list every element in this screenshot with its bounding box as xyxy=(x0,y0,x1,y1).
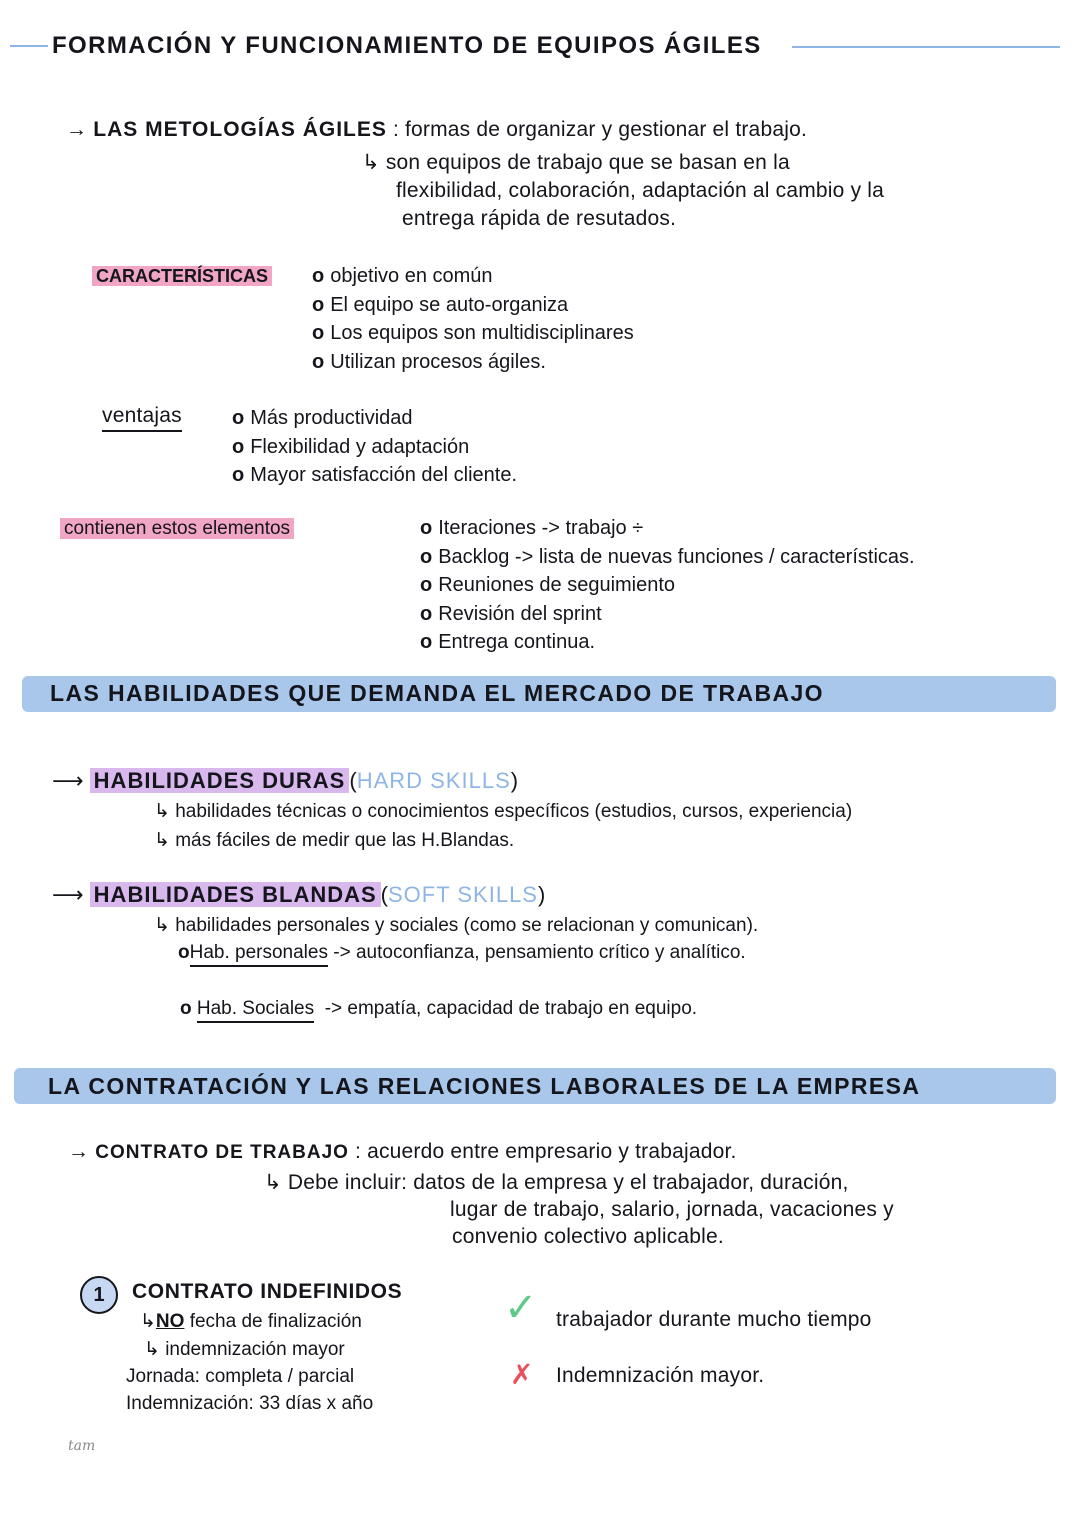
indefinido-line-2-text: indemnización mayor xyxy=(165,1339,345,1360)
arrow-icon: ⟶ xyxy=(52,882,84,907)
duras-line-2-text: más fáciles de medir que las H.Blandas. xyxy=(175,830,515,851)
agiles-sub-1 xyxy=(362,150,790,175)
caracteristicas-list xyxy=(312,262,634,376)
elementos-label xyxy=(60,518,294,540)
agiles-label: LAS METOLOGÍAS ÁGILES xyxy=(93,118,387,141)
number-badge: 1 xyxy=(80,1276,118,1314)
signature: tam xyxy=(68,1438,96,1454)
bullet-icon: o xyxy=(180,998,192,1019)
list-item: o Más productividad xyxy=(232,404,517,433)
caracteristicas-label xyxy=(92,266,272,287)
duras-line-1-text: habilidades técnicas o conocimientos específicos (estudios, cursos, experiencia) xyxy=(175,801,853,822)
page-title: FORMACIÓN Y FUNCIONAMIENTO DE EQUIPOS ÁGILES xyxy=(52,32,762,59)
title-rule-right xyxy=(792,46,1060,48)
list-item: o objetivo en común xyxy=(312,262,634,291)
list-item: o Revisión del sprint xyxy=(420,600,915,629)
contrato-incluir-1-text: Debe incluir: datos de la empresa y el trabajador, duración, xyxy=(287,1171,849,1194)
list-item: o Entrega continua. xyxy=(420,628,915,657)
indefinido-line-1 xyxy=(140,1310,362,1333)
blandas-heading: ⟶ HABILIDADES BLANDAS (SOFT SKILLS) xyxy=(52,882,546,907)
contrato-label: CONTRATO DE TRABAJO xyxy=(95,1142,349,1163)
caracteristicas-label-text: CARACTERÍSTICAS xyxy=(92,266,272,286)
contrato-incluir-1 xyxy=(264,1170,849,1195)
blandas-personales xyxy=(178,942,746,964)
sub-arrow-icon: ↳ xyxy=(154,830,170,851)
agiles-heading xyxy=(66,118,807,142)
ventajas-list xyxy=(232,404,517,490)
duras-label: HABILIDADES DURAS xyxy=(90,768,350,793)
section-title-contratacion: LA CONTRATACIÓN Y LAS RELACIONES LABORALES DE LA EMPRESA xyxy=(48,1073,921,1099)
contrato-definition: : acuerdo entre empresario y trabajador. xyxy=(355,1140,737,1163)
contrato-incluir-2: lugar de trabajo, salario, jornada, vacaciones y xyxy=(450,1198,894,1221)
indefinido-line-3: Jornada: completa / parcial xyxy=(126,1366,355,1387)
list-item: o Backlog -> lista de nuevas funciones / características. xyxy=(420,543,915,572)
sub-arrow-icon: ↳ xyxy=(144,1339,160,1360)
indefinido-line-4: Indemnización: 33 días x año xyxy=(126,1393,374,1414)
list-item: o Mayor satisfacción del cliente. xyxy=(232,461,517,490)
sub-arrow-icon: ↳ xyxy=(264,1171,282,1194)
elementos-list xyxy=(420,514,915,657)
section-title-habilidades: LAS HABILIDADES QUE DEMANDA EL MERCADO DE TRABAJO xyxy=(50,680,824,706)
duras-line-1 xyxy=(154,800,852,823)
ventajas-label: ventajas xyxy=(102,404,182,432)
agiles-sub-2: flexibilidad, colaboración, adaptación al cambio y la xyxy=(396,179,885,202)
indefinido-con: Indemnización mayor. xyxy=(556,1364,765,1387)
sub-arrow-icon: ↳ xyxy=(362,151,380,174)
blandas-label: HABILIDADES BLANDAS xyxy=(90,882,381,907)
blandas-line-1 xyxy=(154,914,758,937)
list-item: o El equipo se auto-organiza xyxy=(312,291,634,320)
arrow-icon: → xyxy=(66,118,88,141)
arrow-icon: ⟶ xyxy=(52,768,84,793)
indefinido-line-1-text: fecha de finalización xyxy=(189,1311,362,1332)
contrato-incluir-3: convenio colectivo aplicable. xyxy=(452,1225,724,1248)
blandas-line-1-text: habilidades personales y sociales (como se relacionan y comunican). xyxy=(175,915,759,936)
check-icon: ✓ xyxy=(504,1286,538,1330)
agiles-sub-1-text: son equipos de trabajo que se basan en la xyxy=(385,151,790,174)
title-rule-left xyxy=(10,45,48,47)
list-item: o Los equipos son multidisciplinares xyxy=(312,319,634,348)
list-item: o Utilizan procesos ágiles. xyxy=(312,348,634,377)
indefinido-line-2 xyxy=(144,1338,345,1361)
list-item: o Reuniones de seguimiento xyxy=(420,571,915,600)
arrow-icon: → xyxy=(68,1140,90,1163)
contrato-heading xyxy=(68,1140,737,1164)
sub-arrow-icon: ↳ xyxy=(154,801,170,822)
list-item: o Flexibilidad y adaptación xyxy=(232,433,517,462)
bullet-icon: o xyxy=(178,942,190,963)
agiles-definition: : formas de organizar y gestionar el trabajo. xyxy=(392,118,807,141)
indefinido-no: NO xyxy=(155,1311,185,1332)
personales-text: -> autoconfianza, pensamiento crítico y analítico. xyxy=(333,942,746,963)
sub-arrow-icon: ↳ xyxy=(140,1311,156,1332)
duras-heading: ⟶ HABILIDADES DURAS (HARD SKILLS) xyxy=(52,768,519,793)
personales-label: Hab. personales xyxy=(190,942,328,967)
sub-arrow-icon: ↳ xyxy=(154,915,170,936)
indefinido-pro: trabajador durante mucho tiempo xyxy=(556,1308,872,1331)
blandas-en: SOFT SKILLS xyxy=(388,882,538,907)
blandas-sociales xyxy=(180,998,697,1020)
agiles-sub-3: entrega rápida de resutados. xyxy=(402,207,677,230)
list-item: o Iteraciones -> trabajo ÷ xyxy=(420,514,915,543)
duras-line-2 xyxy=(154,829,514,852)
duras-en: HARD SKILLS xyxy=(356,768,511,793)
cross-icon: ✗ xyxy=(510,1359,534,1390)
elementos-label-text: contienen estos elementos xyxy=(60,518,294,539)
sociales-label: Hab. Sociales xyxy=(197,998,314,1023)
sociales-text: -> empatía, capacidad de trabajo en equipo. xyxy=(324,998,698,1019)
indefinido-title: CONTRATO INDEFINIDOS xyxy=(132,1280,403,1303)
